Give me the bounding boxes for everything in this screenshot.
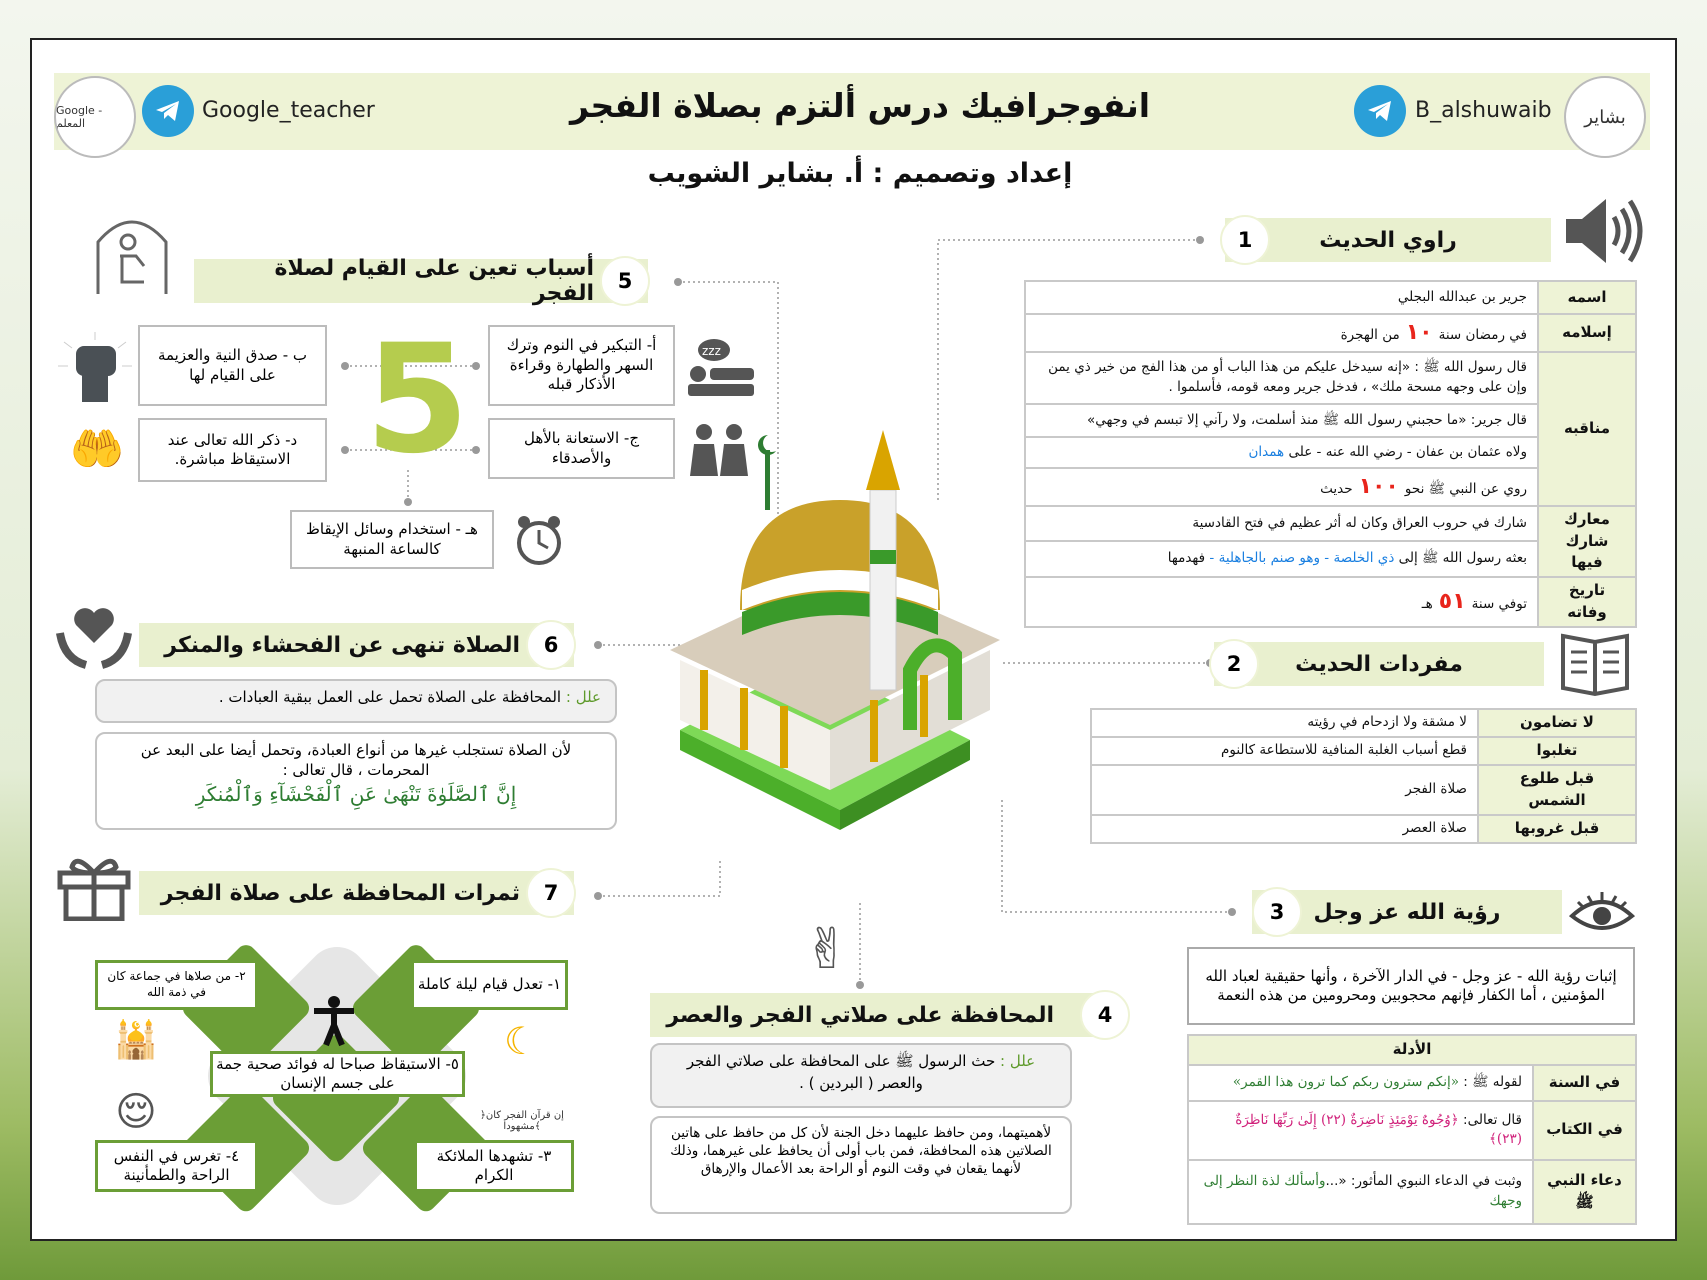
narrator-table bbox=[1024, 280, 1637, 621]
section5-number: 5 bbox=[600, 256, 650, 306]
author-subtitle: إعداد وتصميم : أ. بشاير الشويب bbox=[647, 158, 1073, 189]
section6-title-bar bbox=[139, 623, 574, 667]
reason-d: د- ذكر الله تعالى عند الاستيقاظ مباشرة. bbox=[138, 418, 327, 482]
evidence-quran bbox=[1188, 1101, 1533, 1160]
section1-number: 1 bbox=[1220, 215, 1270, 265]
fruit-3: ٣- تشهدها الملائكة الكرام bbox=[414, 1140, 574, 1192]
raised-fist-icon bbox=[58, 332, 132, 404]
page-title: انفوجرافيك درس ألتزم بصلاة الفجر bbox=[569, 86, 1151, 125]
virtue-1: قال رسول الله ﷺ : «إنه سيدخل عليكم من هذا الباب أو من هذا الفج من خير ذي يمن وإن على وجهه مسحة ملك» ، فدخل جرير ومعه قومه، فأسلموا . bbox=[1025, 352, 1538, 404]
battle-1: شارك في حروب العراق وكان له أثر عظيم في فتح القادسية bbox=[1025, 506, 1538, 542]
row-label: اسمه bbox=[1538, 281, 1636, 314]
section4-question bbox=[650, 1043, 1072, 1108]
virtue-3-text: ولاه عثمان بن عفان - رضي الله عنه - على bbox=[1288, 443, 1527, 460]
vocab-row bbox=[1091, 737, 1636, 765]
vocab-meaning: صلاة الفجر bbox=[1091, 765, 1478, 815]
section7-title: ثمرات المحافظة على صلاة الفجر bbox=[160, 880, 520, 906]
section4-title-bar bbox=[650, 993, 1108, 1037]
death-text-a: توفي سنة bbox=[1471, 595, 1527, 612]
death-year: ٥١ bbox=[1438, 588, 1466, 614]
row-label: مناقبه bbox=[1538, 352, 1636, 506]
battle-2-highlight: ذي الخلصة - وهو صنم بالجاهلية - bbox=[1209, 550, 1395, 567]
section2-title-bar bbox=[1214, 642, 1544, 686]
relieved-face-icon: 😌 bbox=[115, 1089, 157, 1135]
virtue-4 bbox=[1025, 468, 1538, 506]
evidence-text: وأسألك لذة النظر إلى وجهك bbox=[1203, 1173, 1522, 1209]
narrator-death bbox=[1025, 577, 1538, 627]
section4-title: المحافظة على صلاتي الفجر والعصر bbox=[666, 1002, 1054, 1028]
left-logo-text: Google - المعلم bbox=[56, 104, 103, 130]
section6-answer bbox=[95, 732, 617, 830]
evidence-label: في السنة bbox=[1533, 1065, 1636, 1101]
section7-title-bar bbox=[139, 871, 574, 915]
virtue-3-highlight: همدان bbox=[1248, 443, 1285, 460]
islam-year: ١٠ bbox=[1405, 320, 1433, 345]
crescent-moon-icon: ☾ bbox=[503, 1019, 539, 1063]
row-label: معارك شارك فيها bbox=[1538, 506, 1636, 577]
victory-hand-icon: ✌ bbox=[803, 916, 851, 982]
verse-prayer: إِنَّ ٱلصَّلَوٰةَ تَنْهَىٰ عَنِ ٱلْفَحْشَآءِ وَٱلْمُنكَرِ bbox=[195, 781, 517, 806]
islam-text-a: في رمضان سنة bbox=[1438, 327, 1527, 343]
question-text: المحافظة على الصلاة تحمل على العمل ببقية العبادات . bbox=[218, 688, 562, 706]
virtue-3 bbox=[1025, 437, 1538, 468]
question-text: حث الرسول ﷺ على المحافظة على صلاتي الفجر والعصر ( البردين ) . bbox=[686, 1052, 996, 1092]
answer-text: لأن الصلاة تستجلب غيرها من أنواع العبادة، وتحمل أيضا على البعد عن المحرمات ، قال تعالى : bbox=[140, 741, 572, 780]
fruit-5: ٥- الاستيقاظ صباحا له فوائد صحية جمة على جسم الإنسان bbox=[210, 1051, 465, 1097]
fruit-2: ٢- من صلاها في جماعة كان في ذمة الله bbox=[95, 960, 258, 1010]
section5-title-bar bbox=[194, 256, 648, 306]
section1-title: راوي الحديث bbox=[1319, 227, 1457, 253]
vocab-meaning: لا مشقة ولا ازدحام في رؤيته bbox=[1091, 709, 1478, 737]
section3-title: رؤية الله عز وجل bbox=[1313, 899, 1501, 925]
section6-question bbox=[95, 679, 617, 723]
fajr-verse: ﴿إن قرآن الفجر كان مشهودا﴾ bbox=[480, 1110, 564, 1132]
virtue-2: قال جرير: «ما حجبني رسول الله ﷺ منذ أسلمت، ولا رآني إلا تبسم في وجهي» bbox=[1025, 404, 1538, 437]
section4-answer: لأهميتهما، ومن حافظ عليهما دخل الجنة لأن كل من حافظ على هاتين الصلاتين هذه المحافظة، فمن باب أولى أن يحافظ على غيرهما، وذلك لأنهما يقعان في وقت النوم أو الراحة بعد الأعمال والإرهاق bbox=[650, 1116, 1072, 1214]
left-telegram-handle[interactable]: Google_teacher bbox=[202, 98, 375, 123]
vocab-word: قبل طلوع الشمس bbox=[1478, 765, 1636, 815]
battle-2 bbox=[1025, 541, 1538, 577]
section3-number: 3 bbox=[1252, 887, 1302, 937]
vocab-word: تغلبوا bbox=[1478, 737, 1636, 765]
open-book-icon bbox=[1557, 622, 1635, 700]
question-label: علل : bbox=[565, 688, 601, 706]
evidence-intro: قال تعالى: bbox=[1463, 1111, 1522, 1128]
narrator-name: جرير بن عبدالله البجلي bbox=[1025, 281, 1538, 314]
vocab-meaning: صلاة العصر bbox=[1091, 815, 1478, 843]
row-label: تاريخ وفاته bbox=[1538, 577, 1636, 627]
sleeping-bed-icon bbox=[684, 336, 756, 400]
evidence-text: «إنكم سترون ربكم كما ترون هذا القمر» bbox=[1232, 1074, 1459, 1091]
mosque-illustration bbox=[670, 430, 1030, 920]
praying-hands-icon: 🤲 bbox=[69, 424, 125, 475]
narrator-islam bbox=[1025, 314, 1538, 352]
big-number-five: 5 bbox=[365, 313, 470, 487]
evidence-intro: وثبت في الدعاء النبوي المأثور: «... bbox=[1325, 1173, 1522, 1190]
reason-b: ب - صدق النية والعزيمة على القيام لها bbox=[138, 325, 327, 406]
section6-title: الصلاة تنهى عن الفحشاء والمنكر bbox=[164, 632, 520, 658]
evidence-dua bbox=[1188, 1160, 1533, 1224]
heart-hands-icon bbox=[56, 603, 132, 669]
islam-text-b: من الهجرة bbox=[1340, 327, 1400, 343]
vocab-row bbox=[1091, 709, 1636, 737]
evidence-label: في الكتاب bbox=[1533, 1101, 1636, 1160]
battle-2-text-a: بعثه رسول الله ﷺ إلى bbox=[1398, 550, 1527, 567]
gift-icon bbox=[56, 853, 132, 921]
section7-number: 7 bbox=[526, 868, 576, 918]
virtue-4-text-b: حديث bbox=[1320, 480, 1353, 497]
vocab-word: لا تضامون bbox=[1478, 709, 1636, 737]
zzz-label: zzz bbox=[702, 344, 721, 358]
eye-icon bbox=[1568, 888, 1636, 936]
right-logo-text: بشاير bbox=[1584, 106, 1626, 128]
fruit-1: ١- تعدل قيام ليلة كاملة bbox=[411, 960, 568, 1010]
evidence-table bbox=[1187, 1034, 1637, 1225]
evidence-header: الأدلة bbox=[1188, 1035, 1636, 1065]
reason-c: ج- الاستعانة بالأهل والأصدقاء bbox=[488, 418, 675, 479]
evidence-text: ﴿وُجُوهٌ يَوْمَئِذٍ نَاضِرَةٌ (٢٢) إِلَىٰ رَبِّهَا نَاظِرَةٌ (٢٣)﴾ bbox=[1235, 1111, 1522, 1148]
section2-title: مفردات الحديث bbox=[1295, 651, 1463, 677]
vocab-row bbox=[1091, 765, 1636, 815]
evidence-label: دعاء النبي ﷺ bbox=[1533, 1160, 1636, 1224]
vocabulary-table bbox=[1090, 708, 1637, 844]
family-friends-icon bbox=[684, 422, 754, 476]
standing-person-icon bbox=[312, 995, 356, 1047]
vocab-word: قبل غروبها bbox=[1478, 815, 1636, 843]
reason-e: هـ - استخدام وسائل الإيقاظ كالساعة المنبهة bbox=[290, 510, 494, 569]
vision-text: إثبات رؤية الله - عز وجل - في الدار الآخرة ، وأنها حقيقية لعباد الله المؤمنين ، أما الكفار فإنهم محجوبين ومحرومين من هذه النعمة bbox=[1187, 947, 1635, 1025]
section1-title-bar bbox=[1225, 218, 1551, 262]
question-label: علل : bbox=[1000, 1052, 1036, 1070]
reason-a: أ- التبكير في النوم وترك السهر والطهارة وقراءة الأذكار قبله bbox=[488, 325, 675, 406]
section6-number: 6 bbox=[526, 620, 576, 670]
evidence-intro: لقوله ﷺ : bbox=[1463, 1074, 1522, 1091]
right-telegram-handle[interactable]: B_alshuwaib bbox=[1415, 98, 1552, 123]
section2-number: 2 bbox=[1209, 639, 1259, 689]
alarm-clock-icon bbox=[508, 510, 570, 572]
section4-number: 4 bbox=[1080, 990, 1130, 1040]
row-label: إسلامه bbox=[1538, 314, 1636, 352]
vocab-row bbox=[1091, 815, 1636, 843]
vocab-meaning: قطع أسباب الغلبة المنافية للاستطاعة كالنوم bbox=[1091, 737, 1478, 765]
virtue-4-text-a: روي عن النبي ﷺ نحو bbox=[1404, 480, 1527, 497]
battle-2-text-c: فهدمها bbox=[1167, 550, 1206, 567]
fruit-4: ٤- تغرس في النفس الراحة والطمأنينة bbox=[95, 1140, 258, 1192]
speaker-icon bbox=[1562, 193, 1646, 269]
death-text-b: هـ bbox=[1421, 595, 1433, 612]
hadith-count: ١٠٠ bbox=[1358, 473, 1399, 499]
evidence-sunnah bbox=[1188, 1065, 1533, 1101]
section5-title: أسباب تعين على القيام لصلاة الفجر bbox=[274, 256, 594, 306]
praying-person-icon bbox=[92, 202, 172, 296]
mosque-icon: 🕌 bbox=[113, 1020, 159, 1061]
